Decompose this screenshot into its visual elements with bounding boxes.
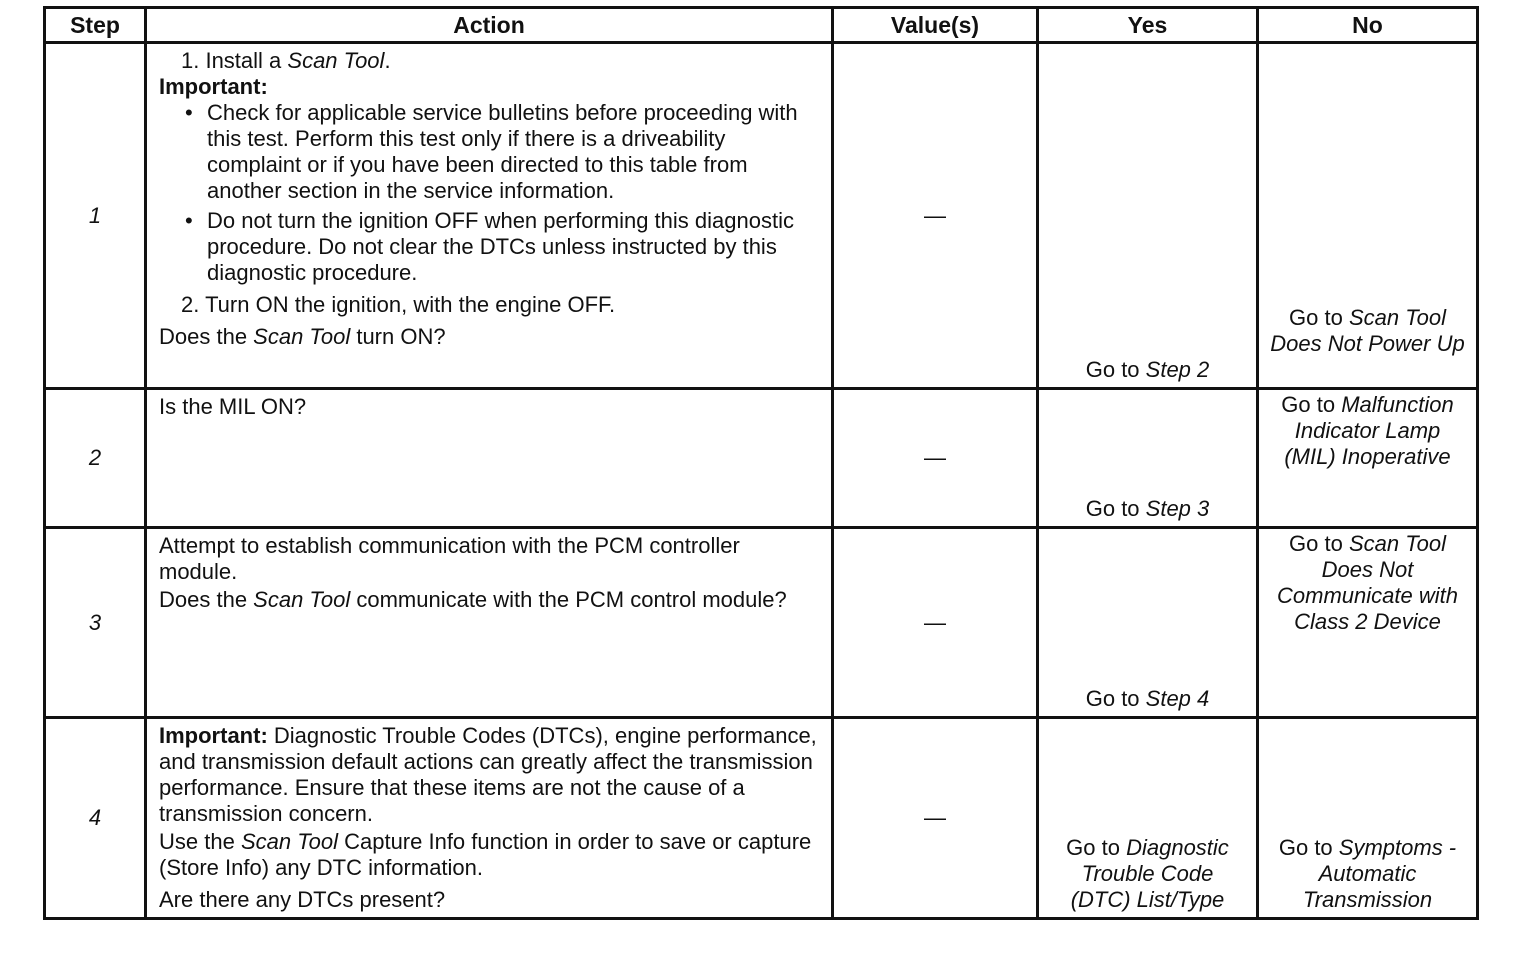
action-text: Use the Scan Tool Capture Info function in order to save or capture (Store Info) any DTC information.	[159, 829, 812, 880]
header-action: Action	[146, 8, 833, 43]
action-item: 1. Install a Scan Tool.	[181, 48, 391, 73]
action-text: Attempt to establish communication with the PCM controller module.	[159, 533, 740, 584]
action-item: 2. Turn ON the ignition, with the engine OFF.	[181, 292, 616, 317]
value-cell: —	[833, 528, 1038, 718]
action-cell	[146, 389, 833, 528]
action-question: Does the Scan Tool communicate with the PCM control module?	[159, 587, 787, 612]
header-step: Step	[45, 8, 146, 43]
action-question: Are there any DTCs present?	[159, 887, 446, 912]
no-cell	[1258, 718, 1478, 919]
header-row	[45, 8, 1478, 43]
important-label: Important:	[159, 74, 268, 99]
no-cell	[1258, 389, 1478, 528]
no-cell	[1258, 43, 1478, 389]
important-bullet: • Check for applicable service bulletins before proceeding with this test. Perform this test only if there is a driveability complaint or if you have been directed to this table from another section in the service information.	[207, 100, 821, 204]
yes-link[interactable]: Go to Diagnostic Trouble Code (DTC) List/Type	[1066, 835, 1229, 912]
yes-cell	[1038, 718, 1258, 919]
action-cell	[146, 528, 833, 718]
yes-link[interactable]: Go to Step 3	[1085, 496, 1210, 521]
action-cell	[146, 43, 833, 389]
yes-link[interactable]: Go to Step 4	[1085, 686, 1210, 711]
no-link[interactable]: Go to Scan Tool Does Not Power Up	[1270, 305, 1465, 356]
table-row	[45, 389, 1478, 528]
no-cell	[1258, 528, 1478, 718]
no-link[interactable]: Go to Malfunction Indicator Lamp (MIL) Inoperative	[1281, 392, 1454, 469]
step-number: 3	[45, 528, 146, 718]
action-question: Is the MIL ON?	[159, 394, 307, 419]
yes-link[interactable]: Go to Step 2	[1085, 357, 1210, 382]
value-cell: —	[833, 389, 1038, 528]
diagnostic-table	[43, 6, 1479, 920]
step-number: 4	[45, 718, 146, 919]
no-link[interactable]: Go to Symptoms - Automatic Transmission	[1278, 835, 1457, 912]
yes-cell	[1038, 43, 1258, 389]
action-question: Does the Scan Tool turn ON?	[159, 324, 446, 349]
action-cell	[146, 718, 833, 919]
header-yes: Yes	[1038, 8, 1258, 43]
important-note: Important: Diagnostic Trouble Codes (DTCs), engine performance, and transmission default actions can greatly affect the transmission performance. Ensure that these items are not the cause of a transmission concern.	[159, 723, 817, 826]
table-row	[45, 718, 1478, 919]
step-number: 1	[45, 43, 146, 389]
value-cell: —	[833, 718, 1038, 919]
value-cell: —	[833, 43, 1038, 389]
yes-cell	[1038, 389, 1258, 528]
important-bullet: • Do not turn the ignition OFF when performing this diagnostic procedure. Do not clear the DTCs unless instructed by this diagnostic procedure.	[207, 208, 821, 286]
yes-cell	[1038, 528, 1258, 718]
table-row	[45, 43, 1478, 389]
table-row	[45, 528, 1478, 718]
no-link[interactable]: Go to Scan Tool Does Not Communicate with Class 2 Device	[1277, 531, 1458, 634]
header-value: Value(s)	[833, 8, 1038, 43]
important-list	[159, 100, 821, 286]
step-number: 2	[45, 389, 146, 528]
header-no: No	[1258, 8, 1478, 43]
